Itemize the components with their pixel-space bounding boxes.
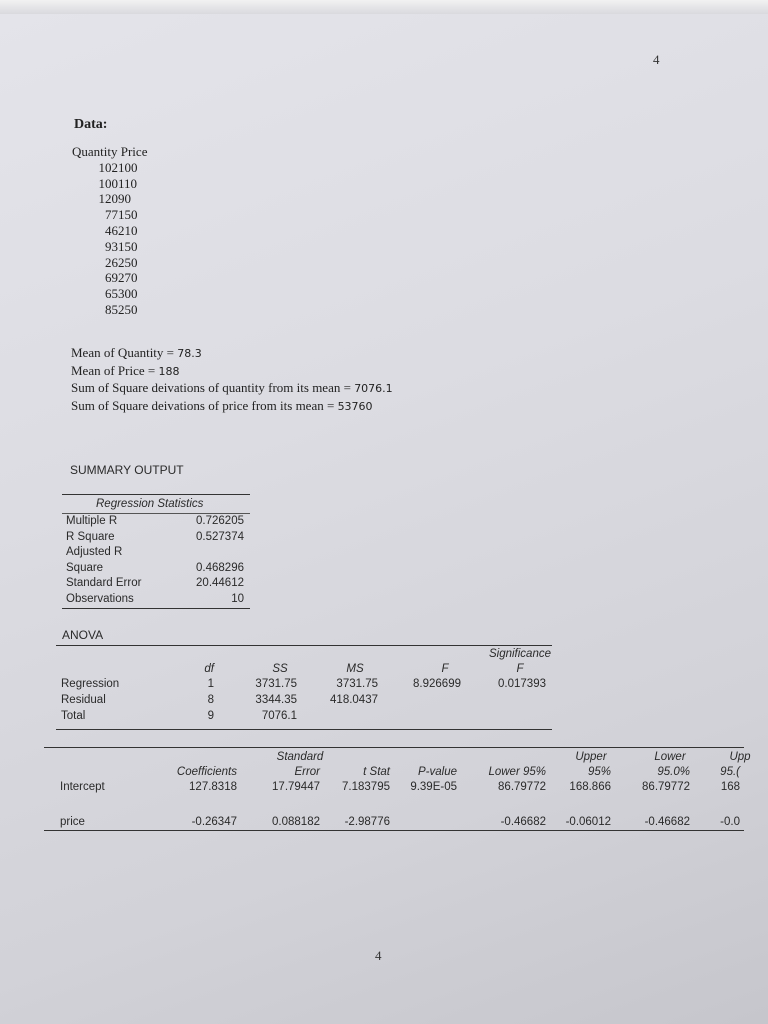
coef-cell: 86.79772 — [642, 781, 690, 793]
stat-value: 53760 — [337, 399, 373, 413]
stat-line — [71, 363, 393, 381]
regression-statistics-table — [66, 514, 244, 607]
coef-cell: 168.866 — [569, 781, 611, 793]
anova-cell-df: 1 — [207, 678, 214, 690]
header-quantity: Quantity — [72, 144, 118, 159]
coef-row-label: Intercept — [60, 781, 105, 793]
anova-cell-ms: 3731.75 — [336, 678, 378, 690]
table-row — [72, 191, 147, 207]
coef-cell: -2.98776 — [344, 816, 390, 828]
coef-cell: -0.46682 — [644, 816, 690, 828]
stat-label: Mean of Price = — [71, 362, 159, 378]
stat-value: 78.3 — [177, 347, 202, 360]
anova-row-label: Residual — [61, 694, 106, 706]
table-header — [72, 144, 147, 160]
coef-cell: 168 — [720, 781, 740, 793]
regression-stat-row — [66, 592, 244, 608]
table-row — [72, 223, 147, 239]
stat-label: Multiple R — [66, 515, 118, 527]
quantity-price-table — [72, 144, 147, 318]
coef-cell: -0.46682 — [500, 816, 546, 828]
stat-label: R Square — [66, 530, 115, 543]
price-cell: 110 — [118, 175, 138, 191]
anova-header-ms: MS — [346, 663, 364, 675]
anova-cell-sig: 0.017393 — [498, 678, 546, 690]
anova-header-f: F — [441, 663, 449, 675]
price-cell: 150 — [118, 238, 138, 254]
stat-value: 188 — [158, 364, 180, 378]
coef-cell: 17.79447 — [272, 781, 320, 793]
anova-cell-f: 8.926699 — [413, 678, 461, 690]
price-cell: 250 — [118, 301, 138, 317]
page-number-top: 4 — [653, 52, 660, 67]
header-price: Price — [120, 144, 148, 159]
regression-statistics-header: Regression Statistics — [96, 498, 204, 510]
stat-label: Observations — [66, 592, 134, 605]
quantity-cell: 102 — [98, 159, 118, 175]
quantity-cell: 100 — [98, 175, 118, 191]
price-cell: 90 — [118, 191, 131, 207]
quantity-cell: 85 — [105, 301, 118, 317]
coef-header-line2: Coefficients — [176, 766, 237, 778]
anova-cell-df: 9 — [207, 710, 214, 722]
coef-header-line2: 95% — [587, 766, 611, 778]
stat-value: 0.468296 — [196, 561, 244, 574]
coef-cell: 0.088182 — [272, 816, 320, 828]
table-row — [72, 207, 147, 223]
anova-header-ss: SS — [272, 663, 288, 675]
coef-row-label: price — [60, 816, 85, 828]
table-row — [72, 239, 147, 255]
coef-cell: 86.79772 — [498, 781, 546, 793]
quantity-cell: 26 — [105, 254, 118, 270]
stat-label: Square — [66, 561, 104, 574]
coef-cell: -0.0 — [720, 816, 740, 828]
coef-header-line1: Standard — [276, 751, 324, 763]
table-row — [72, 302, 147, 318]
coef-cell: -0.06012 — [565, 816, 611, 828]
stat-label: Mean of Quantity = — [71, 345, 178, 360]
coef-header-line2: Error — [294, 766, 320, 778]
anova-row-label: Regression — [61, 678, 120, 690]
price-cell: 150 — [118, 207, 138, 223]
coef-header-line1: Lower — [654, 751, 686, 763]
regression-stat-row — [66, 576, 244, 592]
anova-header-significance: Significance — [488, 648, 551, 660]
stat-line — [71, 380, 393, 398]
anova-title: ANOVA — [62, 628, 104, 642]
table-row — [72, 160, 147, 176]
coef-header-line2: 95.( — [720, 766, 740, 778]
table-row — [72, 176, 147, 192]
table-row — [72, 286, 147, 302]
regression-stat-row — [66, 514, 244, 530]
quantity-cell: 120 — [98, 191, 118, 207]
page-number-bottom: 4 — [375, 948, 382, 963]
anova-cell-ss: 3731.75 — [255, 678, 297, 690]
regression-stat-row — [66, 545, 244, 561]
coef-header-line2: Lower 95% — [488, 766, 546, 778]
table-row — [72, 255, 147, 271]
stat-value: 10 — [231, 592, 244, 605]
anova-header-df: df — [204, 663, 214, 675]
stat-value: 0.527374 — [196, 530, 244, 543]
anova-cell-ss: 3344.35 — [255, 694, 297, 706]
anova-header-significance-f: F — [516, 663, 524, 675]
anova-cell-ms: 418.0437 — [330, 694, 378, 706]
quantity-cell: 93 — [105, 238, 118, 254]
coef-header-line1: Upper — [575, 751, 607, 763]
table-row — [72, 270, 147, 286]
stat-value: 7076.1 — [354, 382, 393, 395]
paper-top-edge — [0, 0, 768, 14]
data-title: Data: — [74, 117, 108, 132]
stat-label: Adjusted R — [66, 546, 123, 558]
quantity-cell: 46 — [105, 222, 118, 238]
stat-line — [71, 398, 393, 416]
coef-cell: 9.39E-05 — [410, 781, 457, 793]
coef-header-line2: t Stat — [363, 766, 390, 778]
summary-statistics — [71, 345, 393, 415]
anova-cell-ss: 7076.1 — [261, 710, 297, 722]
price-cell: 300 — [118, 286, 138, 302]
coef-header-line2: P-value — [418, 766, 457, 778]
price-cell: 100 — [118, 159, 138, 175]
anova-row-label: Total — [61, 710, 86, 722]
quantity-cell: 77 — [105, 207, 118, 223]
quantity-cell: 69 — [105, 270, 118, 286]
stat-line — [71, 345, 393, 363]
regression-stat-row — [66, 561, 244, 577]
coef-cell: 127.8318 — [189, 781, 237, 793]
stat-value: 20.44612 — [196, 577, 244, 589]
stat-label: Sum of Square deivations of price from its mean = — [71, 397, 338, 413]
stat-label: Sum of Square deivations of quantity from its mean = — [71, 380, 355, 395]
price-cell: 250 — [118, 254, 138, 270]
anova-cell-df: 8 — [207, 694, 214, 706]
price-cell: 270 — [118, 270, 138, 286]
coef-cell: 7.183795 — [342, 781, 390, 793]
coef-cell: -0.26347 — [191, 816, 237, 828]
regression-stat-row — [66, 530, 244, 546]
summary-output-title: SUMMARY OUTPUT — [70, 463, 184, 477]
coef-header-line1: Upp — [729, 751, 751, 763]
stat-label: Standard Error — [66, 577, 142, 589]
price-cell: 210 — [118, 222, 138, 238]
coef-header-line2: 95.0% — [657, 766, 690, 778]
stat-value: 0.726205 — [196, 515, 244, 527]
quantity-cell: 65 — [105, 286, 118, 302]
